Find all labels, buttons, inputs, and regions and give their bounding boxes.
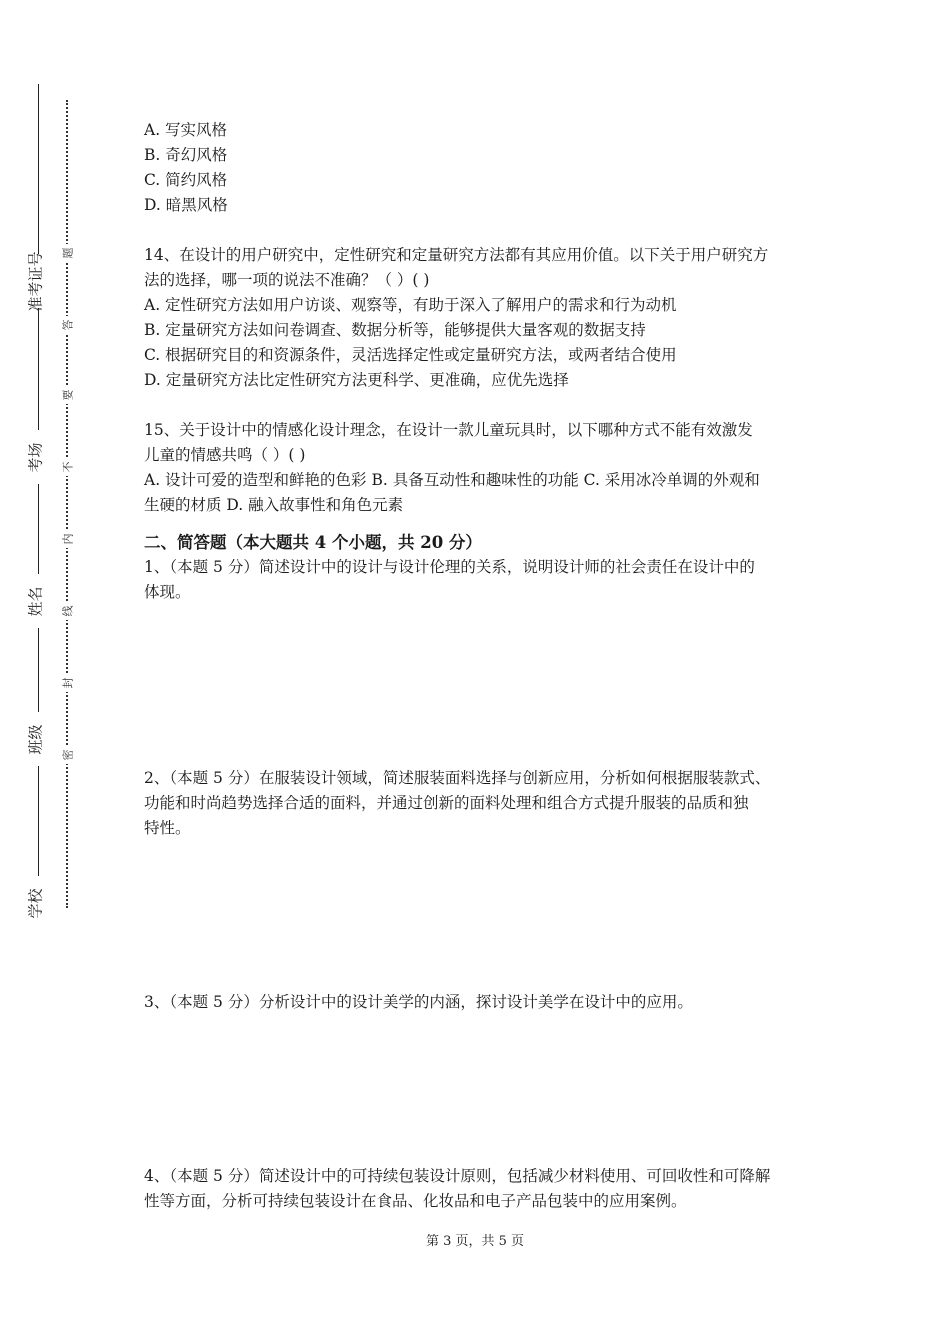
sq2-line: 特性。	[144, 819, 191, 837]
seal-char: 答	[58, 316, 76, 334]
q15-stem: 儿童的情感共鸣（ ）( )	[144, 446, 306, 464]
short-question-2	[144, 766, 816, 841]
sq2-line: 功能和时尚趋势选择合适的面料，并通过创新的面料处理和组合方式提升服装的品质和独	[144, 794, 749, 812]
binding-line	[38, 628, 39, 712]
seal-char: 题	[58, 244, 76, 262]
q14-stem: 法的选择，哪一项的说法不准确？（ ）( )	[144, 271, 430, 289]
seal-char: 线	[58, 602, 76, 620]
short-question-1: 1、（本题 5 分）简述设计中的设计与设计伦理的关系，说明设计师的社会责任在设计中的	[144, 558, 755, 576]
q13-option-c: C. 简约风格	[144, 171, 228, 189]
seal-char: 内	[58, 530, 76, 548]
q15-stem: 15、关于设计中的情感化设计理念，在设计一款儿童玩具时，以下哪种方式不能有效激发	[144, 421, 753, 439]
q14-option-d: D. 定量研究方法比定性研究方法更科学、更准确，应优先选择	[144, 371, 569, 389]
q14-option-a: A. 定性研究方法如用户访谈、观察等，有助于深入了解用户的需求和行为动机	[144, 296, 677, 314]
exam-room-label: 考场	[26, 441, 45, 473]
q13-option-b: B. 奇幻风格	[144, 146, 228, 164]
section-title: 二、简答题（本大题共 4 个小题，共 20 分）	[144, 533, 482, 552]
q13-option-d: D. 暗黑风格	[144, 196, 228, 214]
school-label: 学校	[26, 887, 45, 919]
sq3-line: 3、（本题 5 分）分析设计中的设计美学的内涵，探讨设计美学在设计中的应用。	[144, 993, 693, 1011]
seal-char: 要	[58, 386, 76, 404]
binding-line	[38, 308, 39, 430]
q14-option-c: C. 根据研究目的和资源条件，灵活选择定性或定量研究方法，或两者结合使用	[144, 346, 677, 364]
q14-option-b: B. 定量研究方法如问卷调查、数据分析等，能够提供大量客观的数据支持	[144, 321, 646, 339]
seal-char: 密	[58, 746, 76, 764]
page-footer: 第 3 页，共 5 页	[425, 1234, 525, 1249]
question-content	[144, 118, 816, 605]
binding-line	[38, 84, 39, 254]
binding-margin	[0, 0, 110, 1344]
sq4-line: 4、（本题 5 分）简述设计中的可持续包装设计原则，包括减少材料使用、可回收性和可降解	[144, 1167, 771, 1185]
q14-stem: 14、在设计的用户研究中，定性研究和定量研究方法都有其应用价值。以下关于用户研究方	[144, 246, 769, 264]
short-question-3	[144, 990, 816, 1015]
seal-dotted-line	[66, 100, 68, 908]
short-question-1: 体现。	[144, 583, 191, 601]
sq4-line: 性等方面，分析可持续包装设计在食品、化妆品和电子产品包装中的应用案例。	[144, 1192, 687, 1210]
seal-char: 封	[58, 674, 76, 692]
name-label: 姓名	[26, 585, 45, 617]
binding-line	[38, 484, 39, 574]
sq2-line: 2、（本题 5 分）在服装设计领域，简述服装面料选择与创新应用，分析如何根据服装款式、	[144, 769, 771, 787]
q15-options: A. 设计可爱的造型和鲜艳的色彩 B. 具备互动性和趣味性的功能 C. 采用冰冷单调的外观和	[144, 471, 760, 489]
q15-options: 生硬的材质 D. 融入故事性和角色元素	[144, 496, 404, 514]
q13-option-a: A. 写实风格	[144, 121, 228, 139]
binding-line	[38, 766, 39, 876]
class-label: 班级	[26, 723, 45, 755]
short-question-4	[144, 1164, 816, 1214]
seal-char: 不	[58, 458, 76, 476]
exam-number-label: 准考证号	[26, 250, 45, 312]
